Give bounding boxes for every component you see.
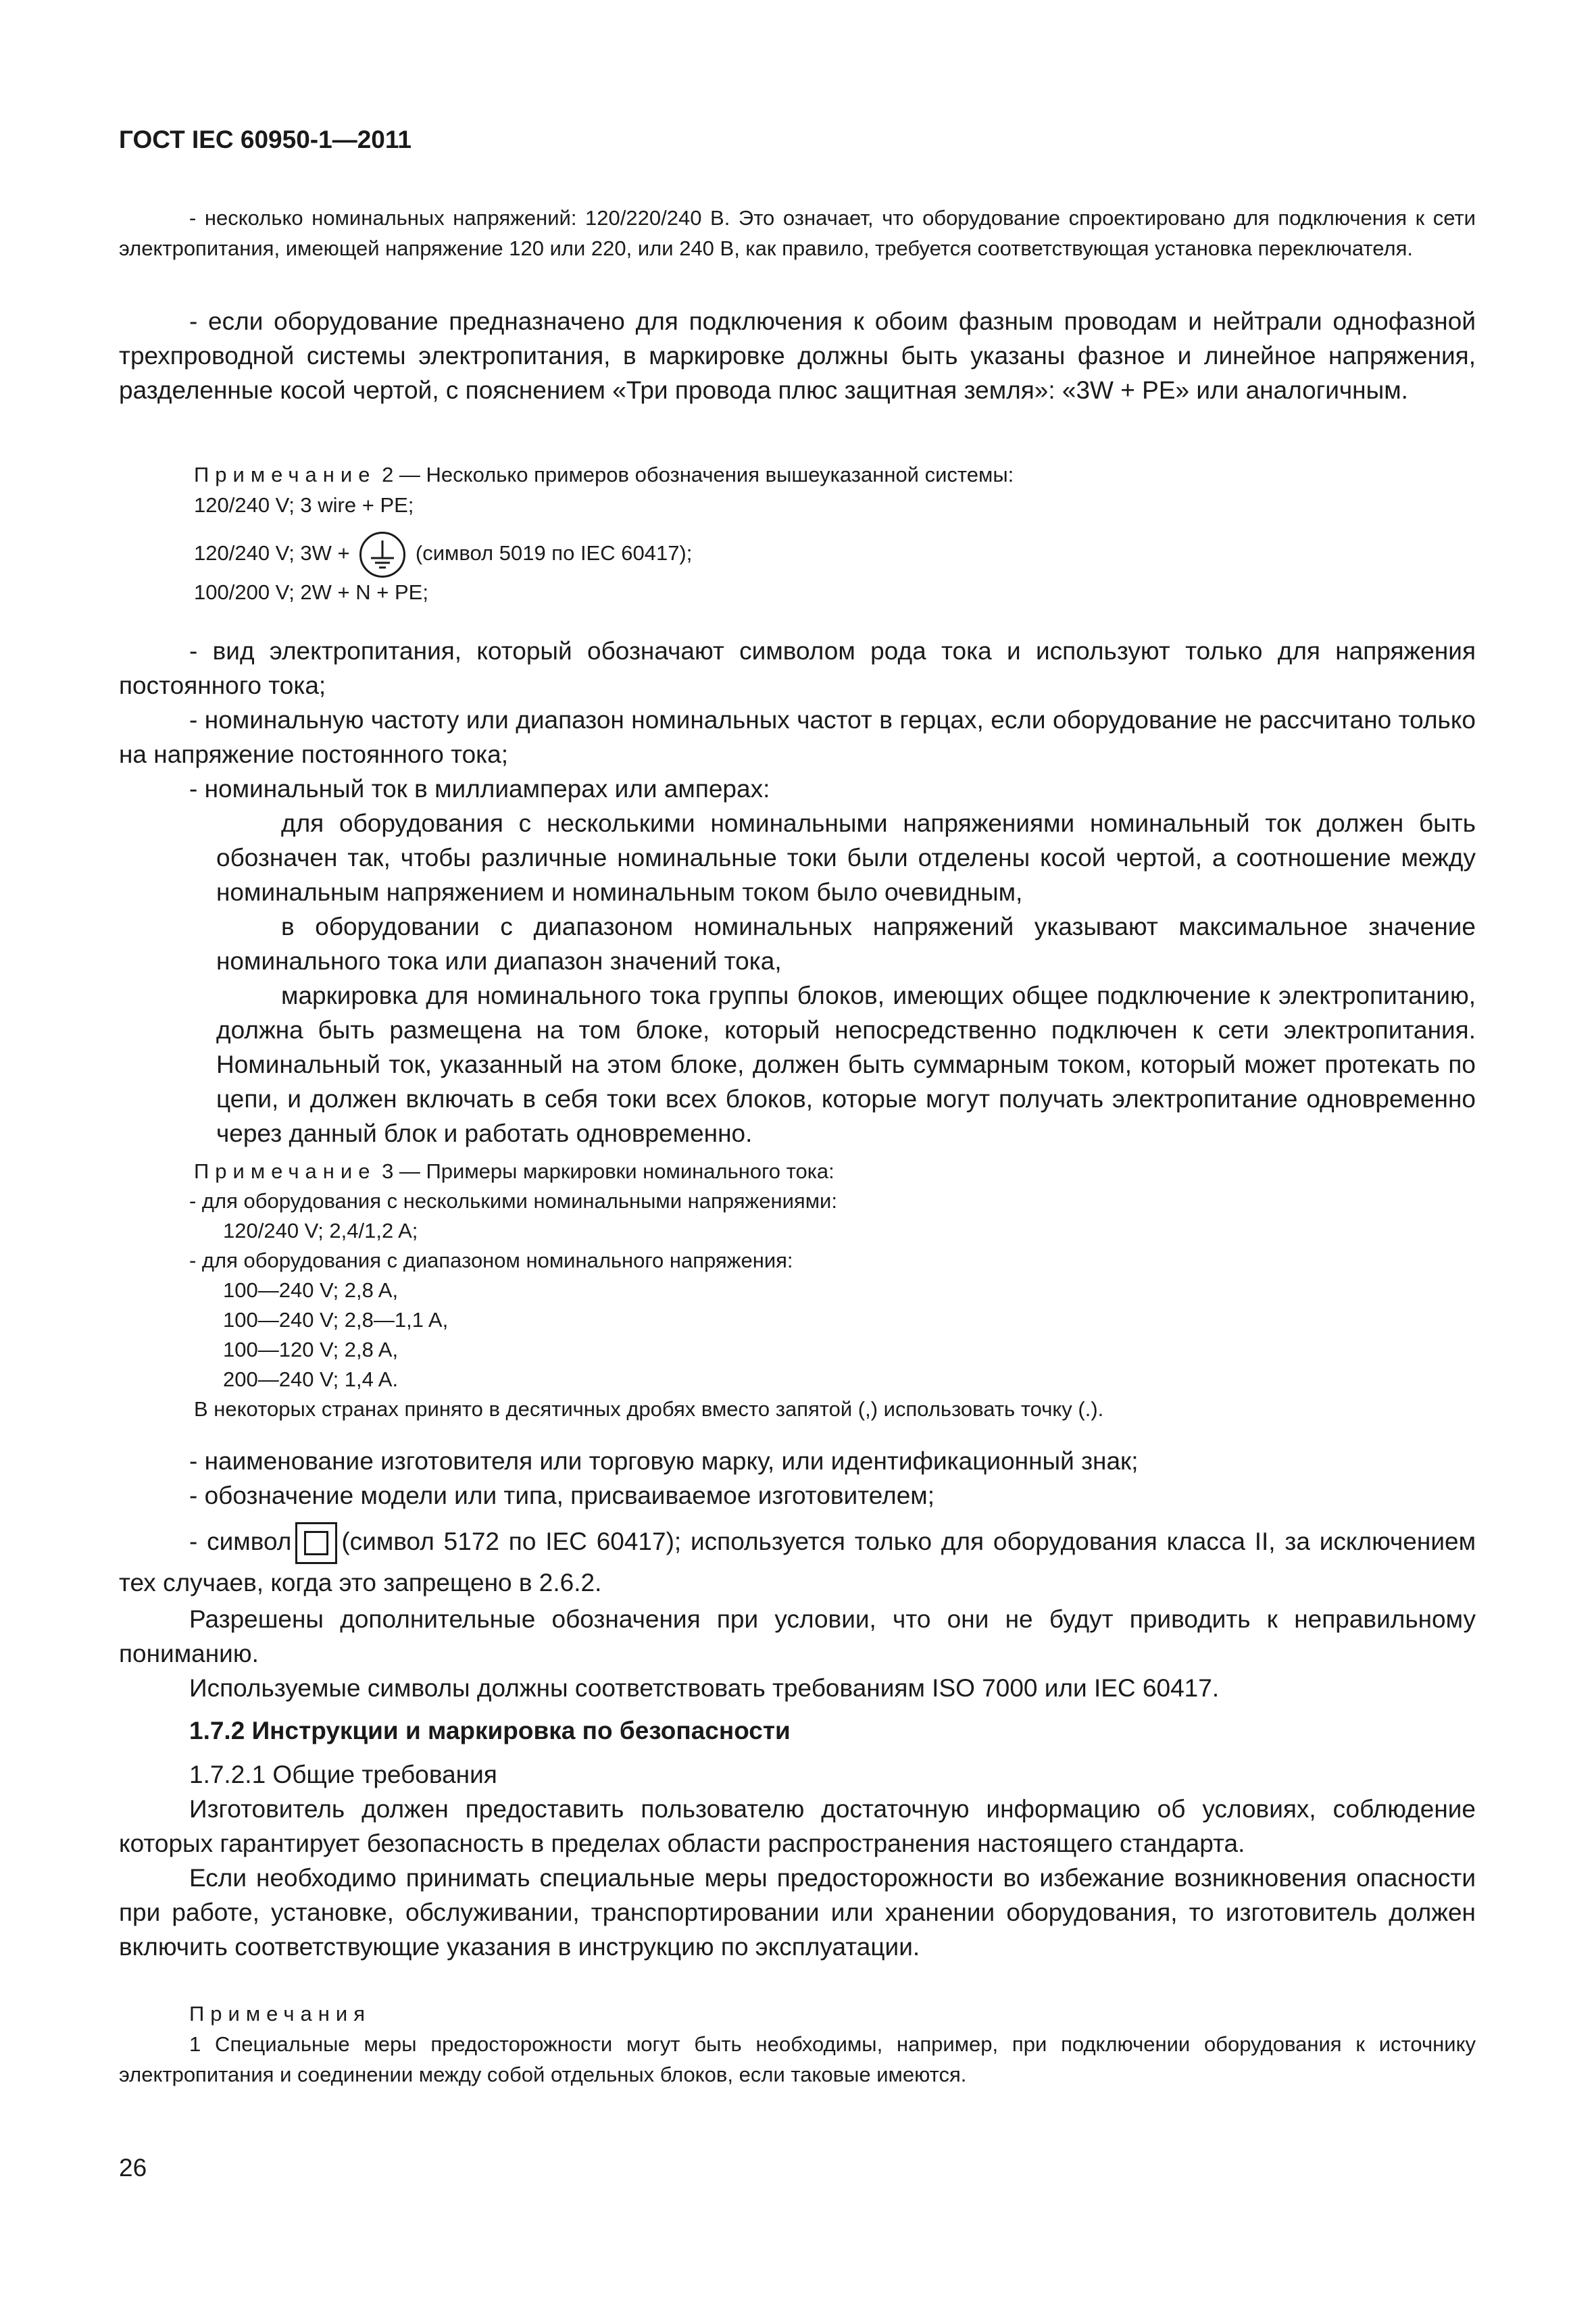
marking-list	[119, 634, 1476, 1151]
note-text: 2 — Несколько примеров обозначения вышеуказанной системы:	[382, 463, 1014, 486]
section-title: 1.7.2 Инструкции и маркировка по безопасности	[189, 1717, 791, 1744]
note-3	[119, 1157, 1476, 1424]
page-number: 26	[119, 2154, 147, 2182]
note-line: 120/240 V; 2,4/1,2 A;	[223, 1219, 418, 1242]
notes-final	[119, 1998, 1476, 2090]
paragraph-model: - обозначение модели или типа, присваиваемое изготовителем;	[189, 1482, 934, 1509]
paragraph-supply-type: - вид электропитания, который обозначают символом рода тока и используют только для напряжения постоянного тока;	[119, 637, 1476, 699]
subsection-title: 1.7.2.1 Общие требования	[189, 1761, 497, 1788]
note-example-3: 100/200 V; 2W + N + PE;	[194, 580, 428, 604]
note-example-2: 120/240 V; 3W + (символ 5019 по IEC 60417);	[119, 530, 1476, 577]
document-header: ГОСТ IEC 60950-1—2011	[119, 126, 412, 153]
paragraph-current-group: маркировка для номинального тока группы блоков, имеющих общее подключение к электропитанию, должна быть размещена на том блоке, который непосредственно подключен к сети электропитания. Номинальный ток, указанный на этом блоке, должен быть суммарным током, который может протекать по цепи, и должен включать в себя токи всех блоков, которые могут получать электропитание одновременно через данный блок и работать одновременно.	[216, 982, 1476, 1147]
note-label: Примечание	[194, 1159, 376, 1183]
paragraph-current-multi-voltage: для оборудования с несколькими номинальными напряжениями номинальный ток должен быть обозначен так, чтобы различные номинальные токи были отделены косой чертой, а соотношение между номинальным напряжением и номинальным током было очевидным,	[216, 809, 1476, 906]
paragraph-frequency: - номинальную частоту или диапазон номинальных частот в герцах, если оборудование не рассчитано только на напряжение постоянного тока;	[119, 706, 1476, 768]
note-line: 100—120 V; 2,8 A,	[223, 1338, 399, 1361]
section-1-7-2	[119, 1713, 1476, 1964]
note-line: 100—240 V; 2,8 A,	[223, 1278, 399, 1302]
class-ii-icon	[295, 1522, 337, 1564]
paragraph-manufacturer: - наименование изготовителя или торговую марку, или идентификационный знак;	[189, 1447, 1139, 1475]
note-line: 100—240 V; 2,8—1,1 A,	[223, 1308, 449, 1332]
paragraph-additional-markings: Разрешены дополнительные обозначения при условии, что они не будут приводить к неправильному пониманию.	[119, 1605, 1476, 1667]
paragraph-manufacturer-info: Изготовитель должен предоставить пользователю достаточную информацию об условиях, соблюдение которых гарантирует безопасность в пределах области распространения настоящего стандарта.	[119, 1795, 1476, 1857]
note-label: Примечание	[194, 463, 376, 486]
note-text: 3 — Примеры маркировки номинального тока:	[382, 1159, 834, 1183]
paragraph-class-ii-symbol: - символ (символ 5172 по IEC 60417); используется только для оборудования класса II, за исключением тех случаев, когда это запрещено в 2.6.2.	[119, 1522, 1476, 1602]
note-line: - для оборудования с диапазоном номинального напряжения:	[189, 1249, 793, 1272]
paragraph-multiple-voltages: - несколько номинальных напряжений: 120/220/240 В. Это означает, что оборудование спроектировано для подключения к сети электропитания, имеющей напряжение 120 или 220, или 240 В, как правило, требуется соответствующая установка переключателя.	[119, 206, 1476, 260]
note-line: В некоторых странах принято в десятичных дробях вместо запятой (,) использовать точку (.).	[194, 1397, 1104, 1421]
paragraph-symbols-standards: Используемые символы должны соответствовать требованиям ISO 7000 или IEC 60417.	[189, 1674, 1220, 1702]
paragraph-three-wire: - если оборудование предназначено для подключения к обоим фазным проводам и нейтрали однофазной трехпроводной системы электропитания, в маркировке должны быть указаны фазное и линейное напряжения, разделенные косой чертой, с пояснением «Три провода плюс защитная земля»: «3W + PE» или аналогичным.	[119, 307, 1476, 404]
note-final-text: 1 Специальные меры предосторожности могут быть необходимы, например, при подключении оборудования к источнику электропитания и соединении между собой отдельных блоков, если таковые имеются.	[119, 2032, 1476, 2086]
notes-label: Примечания	[189, 2002, 371, 2026]
protective-earth-icon	[359, 532, 405, 578]
paragraph-precautions: Если необходимо принимать специальные меры предосторожности во избежание возникновения опасности при работе, установке, обслуживании, транспортировании или хранении оборудования, то изготовитель должен включить соответствующие указания в инструкцию по эксплуатации.	[119, 1864, 1476, 1961]
paragraph-current-range: в оборудовании с диапазоном номинальных напряжений указывают максимальное значение номинального тока или диапазон значений тока,	[216, 913, 1476, 975]
note-line: 200—240 V; 1,4 A.	[223, 1367, 399, 1391]
paragraph-rated-current: - номинальный ток в миллиамперах или амперах:	[189, 775, 770, 803]
note-line: - для оборудования с несколькими номинальными напряжениями:	[189, 1189, 837, 1213]
note-2	[119, 459, 1476, 607]
marking-list-2	[119, 1444, 1476, 1705]
note-example-1: 120/240 V; 3 wire + PE;	[194, 493, 414, 517]
